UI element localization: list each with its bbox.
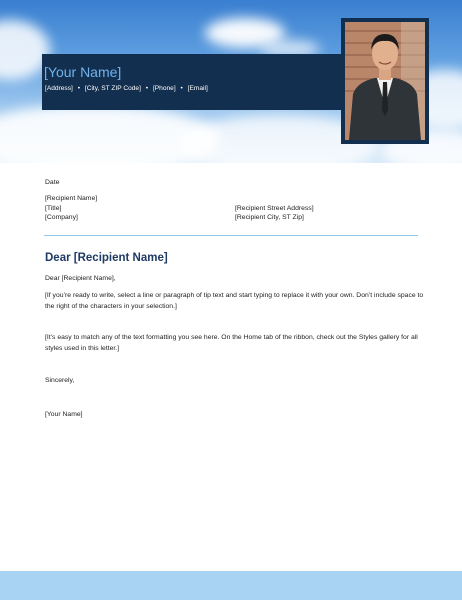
recipient-title-field[interactable]: [Title] (45, 205, 62, 212)
profile-photo[interactable] (345, 22, 425, 140)
phone-field[interactable]: [Phone] (152, 85, 176, 92)
portrait-illustration (345, 22, 425, 140)
photo-frame (341, 18, 429, 144)
signature-name[interactable]: [Your Name] (45, 411, 83, 418)
divider-line (44, 235, 418, 236)
recipient-city-zip-field[interactable]: [Recipient City, ST Zip] (235, 214, 304, 221)
closing-line[interactable]: Sincerely, (45, 377, 75, 384)
address-field[interactable]: [Address] (45, 85, 73, 92)
separator: • (145, 85, 149, 92)
separator: • (77, 85, 81, 92)
salutation-heading[interactable]: Dear [Recipient Name] (45, 252, 168, 264)
recipient-company-field[interactable]: [Company] (45, 214, 78, 221)
footer-band (0, 571, 462, 600)
city-state-zip-field[interactable]: [City, ST ZIP Code] (84, 85, 141, 92)
sender-name[interactable]: [Your Name] (44, 64, 122, 80)
date-field[interactable]: Date (45, 179, 60, 186)
name-band (42, 54, 342, 110)
body-paragraph-2[interactable]: [It’s easy to match any of the text formatting you see here. On the Home tab of the ribbon, check out the Styles gallery for all styles used in this letter.] (45, 334, 418, 352)
recipient-street-field[interactable]: [Recipient Street Address] (235, 205, 314, 212)
separator: • (180, 85, 183, 92)
email-field[interactable]: [Email] (187, 85, 208, 92)
recipient-name-field[interactable]: [Recipient Name] (45, 195, 98, 202)
contact-line (45, 85, 208, 92)
body-paragraph-1[interactable]: [If you’re ready to write, select a line or paragraph of tip text and start typing to replace it with your own. Don’t include space to the right of the characters in your selection.] (45, 292, 424, 310)
greeting-line[interactable]: Dear [Recipient Name], (45, 275, 116, 282)
